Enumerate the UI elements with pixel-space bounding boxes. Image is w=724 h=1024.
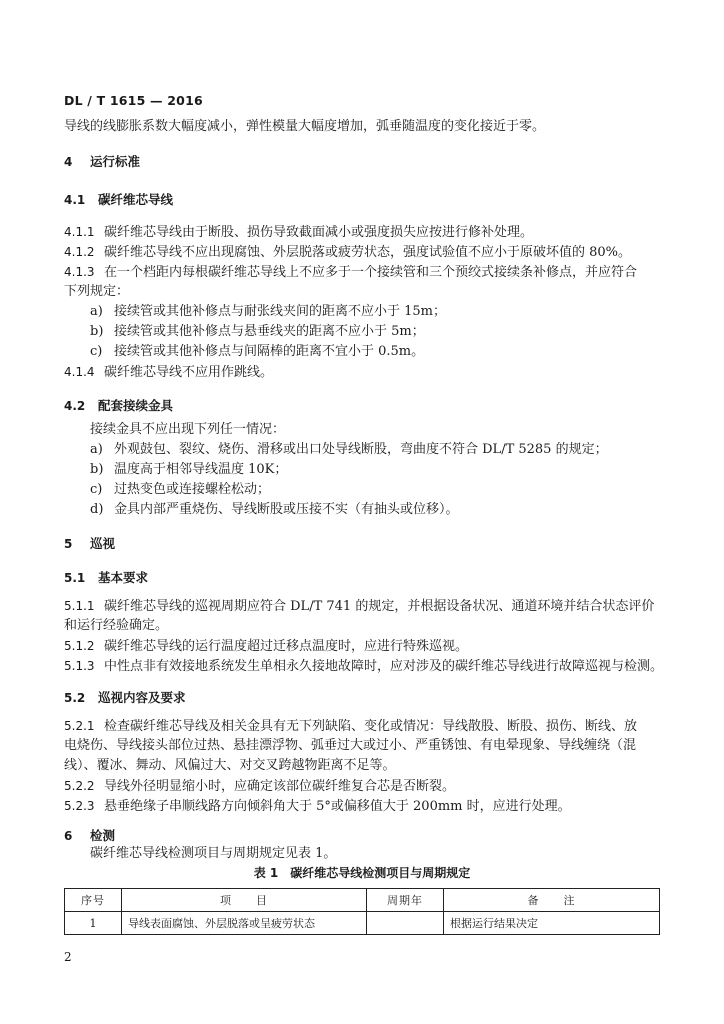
column-header: 项 目 [122, 889, 367, 912]
column-header: 备 注 [444, 889, 660, 912]
list-item [90, 342, 424, 362]
clause-text: 碳纤维芯导线由于断股、损伤导致截面减小或强度损失应按进行修补处理。 [104, 225, 534, 240]
section-title: 基本要求 [98, 570, 149, 585]
list-marker: a) [90, 442, 103, 457]
section-6-heading [64, 826, 115, 846]
list-item [90, 302, 446, 322]
list-text: 温度高于相邻导线温度 10K； [114, 462, 288, 477]
clause-text: 检查碳纤维芯导线及相关金具有无下列缺陷、变化或情况：导线散股、断股、损伤、断线、放 [104, 719, 638, 734]
section-6-lead: 碳纤维芯导线检测项目与周期规定见表 1。 [90, 846, 337, 861]
section-title: 运行标准 [90, 154, 141, 169]
clause-5-1-1 [64, 596, 654, 617]
clause-4-1-3 [64, 262, 637, 283]
clause-number: 5.2.1 [64, 719, 95, 733]
column-header: 周期年 [367, 889, 444, 912]
section-4-heading [64, 152, 140, 172]
list-marker: c) [90, 344, 103, 359]
clause-text: 碳纤维芯导线不应出现腐蚀、外层脱落或疲劳状态，强度试验值不应小于原破坏值的 80%。 [104, 245, 632, 260]
section-number: 5.1 [64, 571, 86, 585]
clause-4-1-3-continuation: 下列规定： [64, 284, 130, 299]
table-cell: 导线表面腐蚀、外层脱落或呈疲劳状态 [122, 912, 367, 935]
section-number: 6 [64, 829, 73, 843]
standard-code-header: DL / T 1615 — 2016 [64, 93, 203, 108]
clause-5-1-1-continuation: 和运行经验确定。 [64, 618, 169, 633]
clause-number: 5.2.2 [64, 779, 95, 793]
list-item [90, 440, 608, 460]
clause-5-2-1-continuation: 电烧伤、导线接头部位过热、悬挂漂浮物、弧垂过大或过小、严重锈蚀、有电晕现象、导线缠绕（混 [64, 738, 637, 753]
clause-text: 在一个档距内每根碳纤维芯导线上不应多于一个接续管和三个预绞式接续条补修点，并应符合 [104, 265, 638, 280]
list-item [90, 460, 287, 480]
list-item [90, 322, 425, 342]
list-text: 过热变色或连接螺栓松动； [114, 482, 271, 497]
clause-number: 4.1.3 [64, 265, 95, 279]
clause-number: 5.1.1 [64, 599, 95, 613]
section-4-1-heading [64, 190, 173, 210]
clause-text: 中性点非有效接地系统发生单相永久接地故障时，应对涉及的碳纤维芯导线进行故障巡视与检测。 [104, 659, 664, 674]
section-5-2-heading [64, 688, 186, 708]
clause-5-2-1 [64, 716, 637, 737]
clause-5-1-2 [64, 636, 468, 657]
clause-number: 5.1.2 [64, 639, 95, 653]
list-text: 接续管或其他补修点与间隔棒的距离不宜小于 0.5m。 [114, 344, 425, 359]
clause-5-2-1-continuation: 线）、覆冰、舞动、风偏过大、对交叉跨越物距离不足等。 [64, 758, 396, 773]
table-cell [367, 912, 444, 935]
clause-4-1-1 [64, 222, 533, 243]
clause-text: 悬垂绝缘子串顺线路方向倾斜角大于 5°或偏移值大于 200mm 时，应进行处理。 [104, 799, 571, 814]
section-5-heading [64, 534, 115, 554]
section-title: 检测 [90, 828, 116, 843]
section-title: 碳纤维芯导线 [98, 192, 174, 207]
section-number: 4 [64, 155, 73, 169]
clause-number: 4.1.4 [64, 365, 95, 379]
section-5-1-heading [64, 568, 148, 588]
list-marker: d) [90, 502, 104, 517]
clause-text: 碳纤维芯导线的巡视周期应符合 DL/T 741 的规定，并根据设备状况、通道环境并结合状态评价 [104, 599, 655, 614]
clause-number: 5.1.3 [64, 659, 95, 673]
clause-4-1-4 [64, 362, 273, 383]
section-title: 配套接续金具 [98, 398, 174, 413]
list-text: 接续管或其他补修点与耐张线夹间的距离不应小于 15m； [114, 304, 447, 319]
list-marker: a) [90, 304, 103, 319]
list-marker: c) [90, 482, 103, 497]
clause-number: 4.1.1 [64, 225, 95, 239]
table-cell: 根据运行结果决定 [444, 912, 660, 935]
page-number: 2 [64, 950, 72, 964]
section-number: 5.2 [64, 691, 86, 705]
clause-text: 碳纤维芯导线的运行温度超过迁移点温度时，应进行特殊巡视。 [104, 639, 469, 654]
column-header: 序号 [65, 889, 122, 912]
section-4-2-heading [64, 396, 173, 416]
table-header-row [65, 889, 660, 912]
list-marker: b) [90, 462, 104, 477]
list-marker: b) [90, 324, 104, 339]
section-4-2-lead: 接续金具不应出现下列任一情况： [90, 422, 286, 437]
clause-5-2-3 [64, 796, 571, 817]
clause-number: 4.1.2 [64, 245, 95, 259]
clause-5-2-2 [64, 776, 455, 797]
intro-paragraph: 导线的线膨胀系数大幅度减小，弹性模量大幅度增加，弧垂随温度的变化接近于零。 [64, 119, 546, 134]
table-cell: 1 [65, 912, 122, 935]
section-number: 4.2 [64, 399, 86, 413]
section-number: 5 [64, 537, 73, 551]
table-caption: 表 1 碳纤维芯导线检测项目与周期规定 [253, 866, 471, 880]
clause-number: 5.2.3 [64, 799, 95, 813]
section-title: 巡视内容及要求 [98, 690, 186, 705]
clause-4-1-2 [64, 242, 631, 263]
section-title: 巡视 [90, 536, 116, 551]
table-row [65, 912, 660, 935]
inspection-table [64, 888, 660, 935]
list-text: 金具内部严重烧伤、导线断股或压接不实（有抽头或位移）。 [114, 502, 459, 517]
clause-5-1-3 [64, 656, 663, 677]
list-text: 外观鼓包、裂纹、烧伤、滑移或出口处导线断股，弯曲度不符合 DL/T 5285 的规定； [114, 442, 608, 457]
clause-text: 碳纤维芯导线不应用作跳线。 [104, 365, 274, 380]
list-item [90, 500, 459, 520]
list-text: 接续管或其他补修点与悬垂线夹的距离不应小于 5m； [114, 324, 425, 339]
list-item [90, 480, 270, 500]
clause-text: 导线外径明显缩小时，应确定该部位碳纤维复合芯是否断裂。 [104, 779, 456, 794]
section-number: 4.1 [64, 193, 86, 207]
